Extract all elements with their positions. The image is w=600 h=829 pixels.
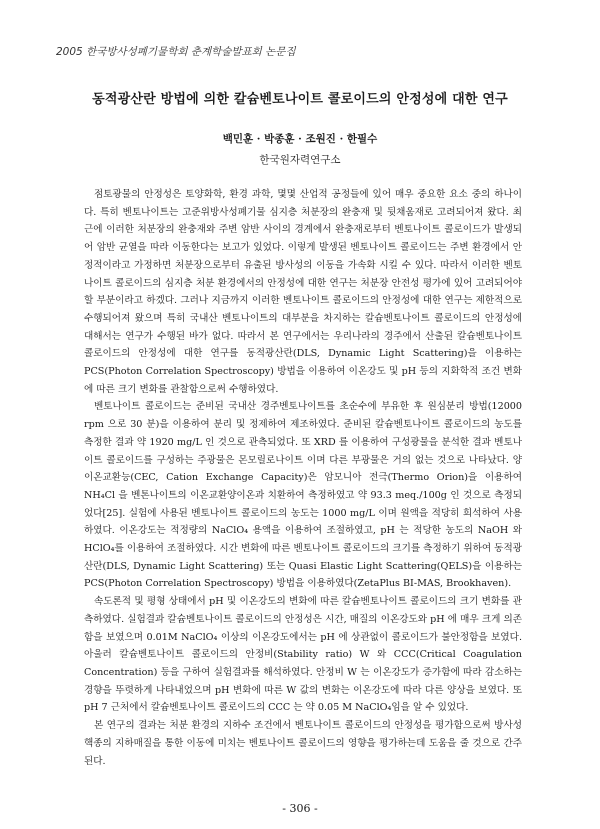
paragraph-3: 속도론적 및 평형 상태에서 pH 및 이온강도의 변화에 따른 칼슘벤토나이트 콜로이드의 크기 변화를 관측하였다. 실험결과 칼슘벤토나이트 콜로이드의 안정성은 시간, 매질의 이온강도와 pH 에 매우 크게 의존함을 보였으며 0.01M NaClO₄ 이상의 이온강도에서는 pH 에 상관없이 콜로이드가 불안정함을 보였다. 아울러 칼슘벤토나이트 콜로이드의 안정비(Stability ratio) W 와 CCC(Critical Coagulation Concentration) 등을 구하여 실험결과를 해석하였다. 안정비 W 는 이온강도가 증가함에 따라 감소하는 경향을 뚜렷하게 나타내었으며 pH 변화에 따른 W 값의 변화는 이온강도에 따라 다른 양상을 보였다. 또 pH 7 근처에서 칼슘벤토나이트 콜로이드의 CCC 는 약 0.05 M NaClO₄임을 알 수 있었다. (84, 596, 522, 714)
author-list: 백민훈 · 박종훈 · 조원진 · 한필수 (222, 133, 378, 145)
proceedings-header: 2005 한국방사성폐기물학회 춘계학술발표회 논문집 (56, 46, 296, 58)
paragraph-2: 벤토나이트 콜로이드는 준비된 국내산 경주벤토나이트를 초순수에 부유한 후 원심분리 방법(12000 rpm 으로 30 분)을 이용하여 분리 및 정제하여 제조하였다. 준비된 칼슘벤토나이트 콜로이드의 농도를 측정한 결과 약 1920 mg/L 인 것으로 관측되었다. 또 XRD 를 이용하여 구성광물을 분석한 결과 벤토나이트 콜로이드를 구성하는 주광물은 몬모릴로나이트 이며 다른 부광물은 거의 없는 것으로 나타났다. 양이온교환능(CEC, Cation Exchange Capacity)은 암모니아 전극(Thermo Orion)을 이용하여 NH₄Cl 을 벤톤나이트의 이온교환양이온과 치환하여 측정하였고 약 93.3 meq./100g 인 것으로 측정되었다[25]. 실험에 사용된 벤토나이트 콜로이드의 농도는 1000 mg/L 이며 원액을 적당히 희석하여 사용하였다. 이온강도는 적정량의 NaClO₄ 용액을 이용하여 조절하였고, pH 는 적당한 농도의 NaOH 와 HClO₄를 이용하여 조절하였다. 시간 변화에 따른 벤토나이트 콜로이드의 크기를 측정하기 위하여 동적광산란(DLS, Dynamic Light Scattering) 또는 Quasi Elastic Light Scattering(QELS)을 이용하는 PCS(Photon Correlation Spectroscopy) 방법을 이용하였다(ZetaPlus BI-MAS, Brookhaven). (84, 401, 522, 590)
paragraph-4: 본 연구의 결과는 처분 환경의 지하수 조건에서 벤토나이트 콜로이드의 안정성을 평가함으로써 방사성 핵종의 지하매질을 통한 이동에 미치는 벤토나이트 콜로이드의 영향을 평가하는데 도움을 줄 것으로 간주된다. (84, 720, 522, 767)
paragraph-1: 점토광물의 안정성은 토양화학, 환경 과학, 몇몇 산업적 공정들에 있어 매우 중요한 요소 중의 하나이다. 특히 벤토나이트는 고준위방사성폐기물 심지층 처분장의 완충재 및 뒷채움재로 고려되어져 왔다. 최근에 이러한 처분장의 완충재와 주변 암반 사이의 경계에서 완충재로부터 벤토나이트 콜로이드가 발생되어 암반 균열을 따라 이동한다는 보고가 있었다. 이렇게 발생된 벤토나이트 콜로이드는 주변 환경에서 안정적이라고 가정하면 처분장으로부터 유출된 방사성의 이동을 가속화 시킬 수 있다. 따라서 이러한 벤토나이트 콜로이드의 심지층 처분 환경에서의 안정성에 대한 연구는 처분장 안전성 평가에 있어 고려되어야 할 부분이라고 하겠다. 그러나 지금까지 이러한 벤토나이트 콜로이드의 안정성에 대한 연구는 제한적으로 수행되어져 왔으며 특히 국내산 벤토나이트의 대부분을 차지하는 칼슘벤토나이트 콜로이드의 안정성에 대해서는 연구가 수행된 바가 없다. 따라서 본 연구에서는 우리나라의 경주에서 산출된 칼슘벤토나이트 콜로이드의 안정성에 대한 연구를 동적광산란(DLS, Dynamic Light Scattering)을 이용하는 PCS(Photon Correlation Spectroscopy) 방법을 이용하여 이온강도 및 pH 등의 지화학적 조건 변화에 따른 크기 변화를 관찰함으로써 수행하였다. (84, 189, 522, 395)
paper-title: 동적광산란 방법에 의한 칼슘벤토나이트 콜로이드의 안정성에 대한 연구 (92, 92, 508, 107)
abstract-body (84, 186, 522, 770)
affiliation: 한국원자력연구소 (259, 154, 341, 166)
page-number: - 306 - (282, 802, 318, 815)
